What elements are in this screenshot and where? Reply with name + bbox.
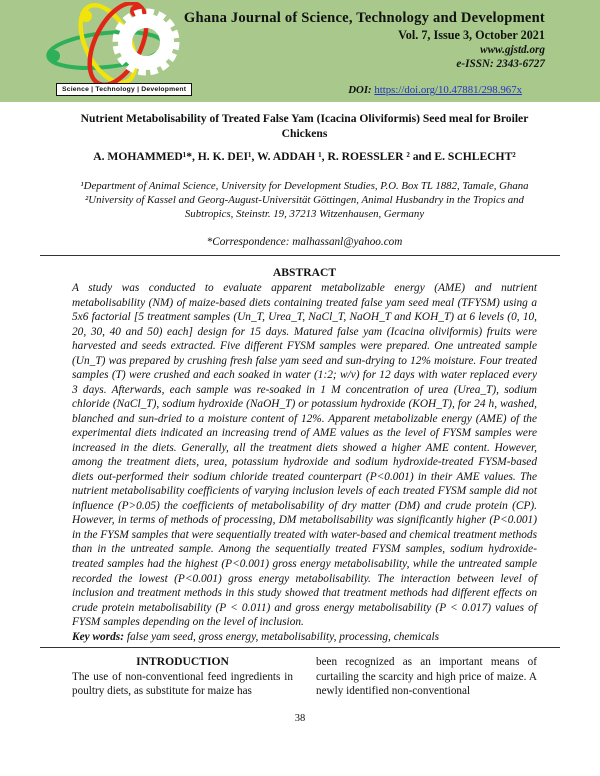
journal-website: www.gjstd.org bbox=[480, 44, 545, 56]
affiliation-1: ¹Department of Animal Science, University for Development Studies, P.O. Box TL 1882, Tamale, Ghana bbox=[80, 180, 529, 193]
doi-link[interactable]: https://doi.org/10.47881/298.967x bbox=[374, 84, 522, 96]
intro-left-text: The use of non-conventional feed ingredients in poultry diets, as substitute for maize has bbox=[72, 670, 293, 698]
keywords-line bbox=[72, 630, 537, 645]
article-content bbox=[0, 102, 600, 699]
abstract-heading: ABSTRACT bbox=[272, 266, 337, 280]
abstract-body: A study was conducted to evaluate apparent metabolizable energy (AME) and nutrient metabolisability (NM) of maize-based diets containing treated false yam seed meal (TFYSM) using a 5x6 factorial [5 treatment samples (Un_T, Urea_T, NaCl_T, NaOH_T and KOH_T) at 6 levels (0, 10, 20, 30, 40 and 50) each] design for 15 days. Matured false yam (Icacina oliviformis) fruits were harvested and seeds extracted. Five different FYSM samples were prepared. One untreated sample (Un_T) was prepared by crushing fresh false yam seed and sun-drying to 12% moisture. Four treated samples (T) were crushed and each soaked in water (1:2; w/v) for 12 days with water replaced every 3 days. Afterwards, each sample was re-soaked in 1 M concentration of urea (Urea_T), sodium chloride (NaCl_T), sodium hydroxide (NaOH_T) or potassium hydroxide (KOH_T), for 24 h, washed, blanched and sun-dried to a moisture content of 12%. Apparent metabolizable energy (AME) of the experimental diets indicated an increasing trend of AME values as the level of FYSM samples were increased in the diets. Generally, all the treatment diets showed a higher AME content. However, among the treatment diets, urea, potassium hydroxide and sodium hydroxide-treated FYSM-based diets out-performed their sodium chloride treated counterpart (P<0.001) in their AME values. The nutrient metabolisability coefficients of varying inclusion levels of each treated FYSM sample did not influence (P>0.05) the coefficients of metabolisability of dry matter (DM) and crude protein (CP). However, in terms of methods of processing, DM metabolisability was significantly higher (P<0.001) in the FYSM samples that were sequentially treated with water-based and chemical treatment methods than in the untreated sample. Among the sequentially treated FYSM samples, sodium hydroxide-treated samples had the highest (P<0.001) gross energy metabolisability, while the untreated sample recorded the lowest (P<0.001) gross energy metabolisability. The interaction between level of inclusion and treatment methods in this study showed that treatment methods had different effects on crude protein metabolisability (P < 0.011) and gross energy metabolisability (P < 0.017) values of FYSM samples depending on the level of inclusion. bbox=[72, 282, 537, 629]
intro-column-right bbox=[316, 655, 537, 699]
journal-title: Ghana Journal of Science, Technology and Development bbox=[183, 10, 545, 26]
logo-tagline-box bbox=[56, 83, 192, 96]
journal-issn: e-ISSN: 2343-6727 bbox=[456, 58, 545, 70]
introduction-section bbox=[72, 655, 537, 699]
article-title: Nutrient Metabolisability of Treated False Yam (Icacina Oliviformis) Seed meal for Broiler Chickens bbox=[80, 112, 529, 140]
affiliations bbox=[72, 179, 537, 221]
page-number: 38 bbox=[294, 713, 306, 724]
divider-bottom bbox=[40, 647, 560, 648]
keywords-text: false yam seed, gross energy, metabolisability, processing, chemicals bbox=[124, 630, 440, 643]
introduction-heading: INTRODUCTION bbox=[136, 655, 229, 669]
issue-line: Vol. 7, Issue 3, October 2021 bbox=[398, 28, 545, 42]
authors-line: A. MOHAMMED¹*, H. K. DEI¹, W. ADDAH ¹, R. ROESSLER ² and E. SCHLECHT² bbox=[93, 150, 516, 164]
divider-top bbox=[40, 255, 560, 256]
journal-masthead bbox=[184, 9, 545, 71]
keywords-label: Key words: bbox=[72, 630, 124, 643]
intro-right-text: been recognized as an important means of curtailing the scarcity and high price of maize. A newly identified non-conventional bbox=[316, 656, 537, 698]
intro-column-left bbox=[72, 655, 293, 699]
affiliation-2: ²University of Kassel and Georg-August-Universität Göttingen, Animal Husbandry in the Tropics and Subtropics, Steinstr. 19, 37213 Witzenhausen, Germany bbox=[85, 194, 524, 221]
header-banner bbox=[0, 0, 600, 102]
logo-tagline: Science | Technology | Development bbox=[62, 86, 187, 93]
correspondence-line: *Correspondence: malhassanl@yahoo.com bbox=[206, 236, 403, 249]
doi-line bbox=[348, 84, 522, 96]
doi-label: DOI: bbox=[348, 84, 372, 96]
